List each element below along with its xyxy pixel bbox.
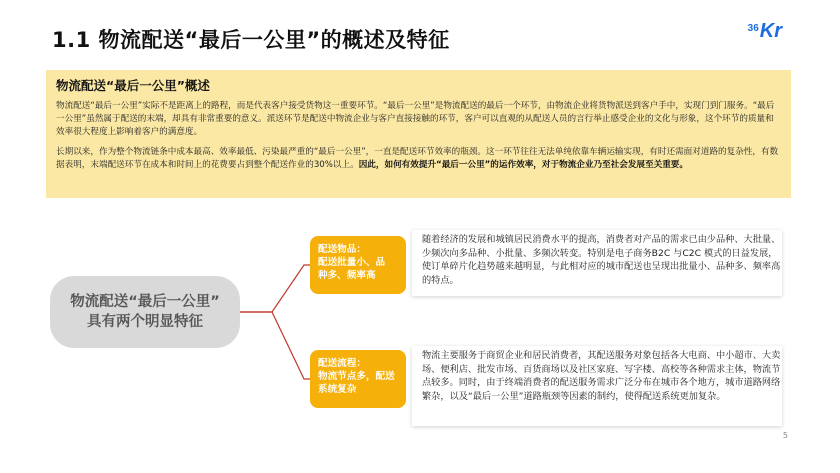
feature-tag-items <box>310 236 406 294</box>
feature-tag-process-line-2: 物流节点多，配送 <box>318 371 395 382</box>
feature-tag-process <box>310 350 406 408</box>
center-node <box>50 276 240 348</box>
feature-description-items: 随着经济的发展和城镇居民消费水平的提高，消费者对产品的需求已由少品种、大批量、少频次向多品种、小批量、多频次转变。特别是电子商务B2C 与C2C 模式的日益发展，使订单碎片化趋势越来越明显，与此相对应的城市配送也呈现出批量小、品种多、频率高的特点。 <box>412 230 782 296</box>
feature-tag-items-line-1: 配送物品： <box>318 244 366 255</box>
feature-tag-items-line-2: 配送批量小、品 <box>318 257 386 268</box>
slide-title: 1.1 物流配送“最后一公里”的概述及特征 <box>52 28 450 52</box>
summary-paragraph-1: 物流配送“最后一公里”实际不是距离上的路程，而是代表客户接受货物这一重要环节。“最后一公里”是物流配送的最后一个环节，由物流企业将货物派送到客户手中，实现门到门服务。“最后一公里”虽然属于配送的末端，却具有非常重要的意义。派送环节是配送中物流企业与客户直接接触的环节，客户可以直观的从配送人员的言行举止感受企业的文化与形象，这个环节的质量和效率很大程度上影响着客户的满意度。 <box>56 101 775 137</box>
center-line-1: 物流配送“最后一公里” <box>70 294 220 310</box>
summary-paragraph-2-text: 长期以来，作为整个物流链条中成本最高、效率最低、污染最严重的“最后一公里”，一直是配送环节效率的瓶颈。这一环节往往无法单纯依靠车辆运输实现，有时还需面对道路的复杂性，有数据表明，末端配送环节在成本和时间上的花费要占到整个配送作业的30%以上。 <box>56 147 779 170</box>
logo-letters: Kr <box>759 20 782 42</box>
feature-tag-process-line-1: 配送流程： <box>318 358 366 369</box>
feature-tag-process-line-3: 系统复杂 <box>318 384 357 395</box>
summary-heading: 物流配送“最后一公里”概述 <box>56 78 210 93</box>
summary-paragraph-2-emphasis: 因此，如何有效提升“最后一公里”的运作效率，对于物流企业乃至社会发展至关重要。 <box>358 160 688 170</box>
feature-tag-items-line-3: 种多、频率高 <box>318 270 376 281</box>
logo-number: 36 <box>747 23 759 34</box>
page-number: 5 <box>782 431 788 440</box>
feature-description-process: 物流主要服务于商贸企业和居民消费者，其配送服务对象包括各大电商、中小超市、大卖场、便利店、批发市场、百货商场以及社区家庭、写字楼、高校等各种需求主体，物流节点较多。同时，由于终端消费者的配送服务需求广泛分布在城市各个地方，城市道路网络繁杂，以及“最后一公里”道路瓶颈等因素的制约，使得配送系统更加复杂。 <box>412 346 782 426</box>
center-line-2: 具有两个明显特征 <box>87 314 203 330</box>
